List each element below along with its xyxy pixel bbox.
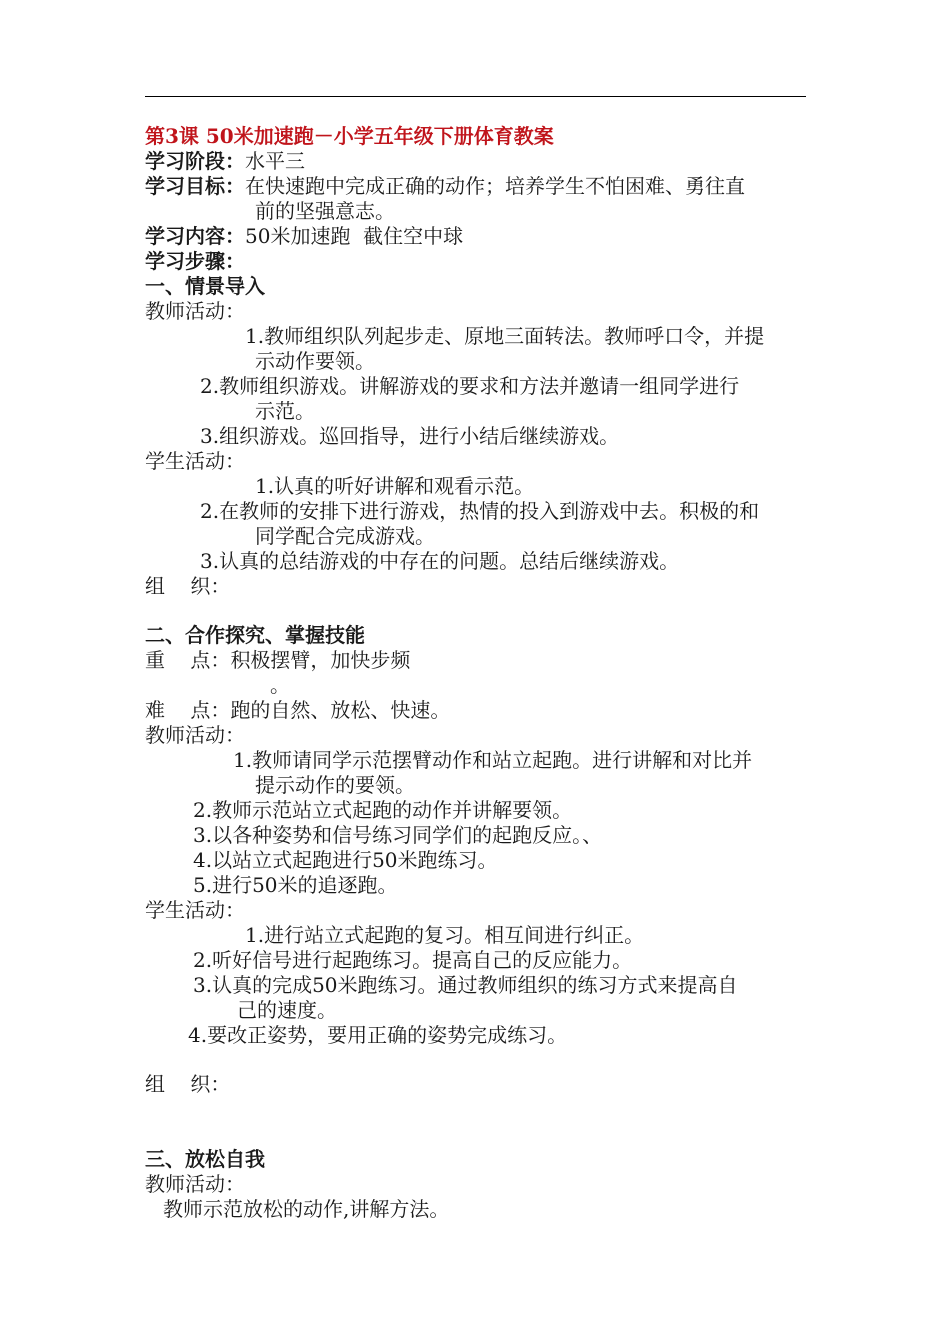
section-2-heading: 二、合作探究、掌握技能 <box>145 623 365 647</box>
key-point-row <box>145 648 410 673</box>
goal-row <box>145 174 745 199</box>
stage-label: 学习阶段： <box>145 149 245 173</box>
s2-student-item-1: 1.进行站立式起跑的复习。相互间进行纠正。 <box>245 923 645 947</box>
stage-value: 水平三 <box>245 149 305 173</box>
difficulty-row <box>145 698 450 723</box>
section-1-org-label: 组 织： <box>145 574 231 598</box>
s2-student-item-4: 4.要改正姿势，要用正确的姿势完成练习。 <box>188 1023 568 1047</box>
content-label: 学习内容： <box>145 224 245 248</box>
lesson-title: 第3课 50米加速跑－小学五年级下册体育教案 <box>145 124 554 148</box>
s2-student-item-3a: 3.认真的完成50米跑练习。通过教师组织的练习方式来提高自 <box>193 973 738 997</box>
content-row <box>145 224 463 249</box>
s2-teacher-item-5: 5.进行50米的追逐跑。 <box>193 873 398 897</box>
stage-row <box>145 149 305 174</box>
section-3-heading: 三、放松自我 <box>145 1147 265 1171</box>
section-1-teacher-label: 教师活动： <box>145 299 245 323</box>
s1-teacher-item-2b: 示范。 <box>255 399 315 423</box>
key-point-label: 重 点： <box>145 648 231 672</box>
key-point-period: 。 <box>270 673 290 697</box>
goal-line-2: 前的坚强意志。 <box>255 199 395 223</box>
steps-label: 学习步骤： <box>145 249 245 273</box>
goal-label: 学习目标： <box>145 174 245 198</box>
s1-student-item-2a: 2.在教师的安排下进行游戏，热情的投入到游戏中去。积极的和 <box>200 499 760 523</box>
key-point-value: 积极摆臂，加快步频 <box>230 648 411 672</box>
s2-student-item-2: 2.听好信号进行起跑练习。提高自己的反应能力。 <box>193 948 633 972</box>
s2-teacher-item-3: 3.以各种姿势和信号练习同学们的起跑反应。、 <box>193 823 603 847</box>
difficulty-value: 跑的自然、放松、快速。 <box>230 698 451 722</box>
difficulty-label: 难 点： <box>145 698 231 722</box>
header-rule <box>145 96 806 97</box>
s2-teacher-item-1a: 1.教师请同学示范摆臂动作和站立起跑。进行讲解和对比并 <box>233 748 753 772</box>
section-1-student-label: 学生活动： <box>145 449 245 473</box>
s1-teacher-item-3: 3.组织游戏。巡回指导，进行小结后继续游戏。 <box>200 424 620 448</box>
section-2-teacher-label: 教师活动： <box>145 723 245 747</box>
s3-teacher-item-1: 教师示范放松的动作,讲解方法。 <box>163 1197 450 1221</box>
s1-teacher-item-1a: 1.教师组织队列起步走、原地三面转法。教师呼口令，并提 <box>245 324 765 348</box>
goal-line-1: 在快速跑中完成正确的动作；培养学生不怕困难、勇往直 <box>245 174 745 198</box>
s1-student-item-3: 3.认真的总结游戏的中存在的问题。总结后继续游戏。 <box>200 549 680 573</box>
s1-student-item-1: 1.认真的听好讲解和观看示范。 <box>255 474 535 498</box>
s2-teacher-item-1b: 提示动作的要领。 <box>255 773 415 797</box>
s2-student-item-3b: 己的速度。 <box>237 998 337 1022</box>
s1-teacher-item-1b: 示动作要领。 <box>255 349 375 373</box>
content-value: 50米加速跑 截住空中球 <box>245 224 464 248</box>
s1-student-item-2b: 同学配合完成游戏。 <box>255 524 435 548</box>
s2-teacher-item-4: 4.以站立式起跑进行50米跑练习。 <box>193 848 498 872</box>
section-2-student-label: 学生活动： <box>145 898 245 922</box>
section-3-teacher-label: 教师活动： <box>145 1172 245 1196</box>
s2-teacher-item-2: 2.教师示范站立式起跑的动作并讲解要领。 <box>193 798 573 822</box>
s1-teacher-item-2a: 2.教师组织游戏。讲解游戏的要求和方法并邀请一组同学进行 <box>200 374 740 398</box>
section-2-org-label: 组 织： <box>145 1072 231 1096</box>
section-1-heading: 一、情景导入 <box>145 274 265 298</box>
